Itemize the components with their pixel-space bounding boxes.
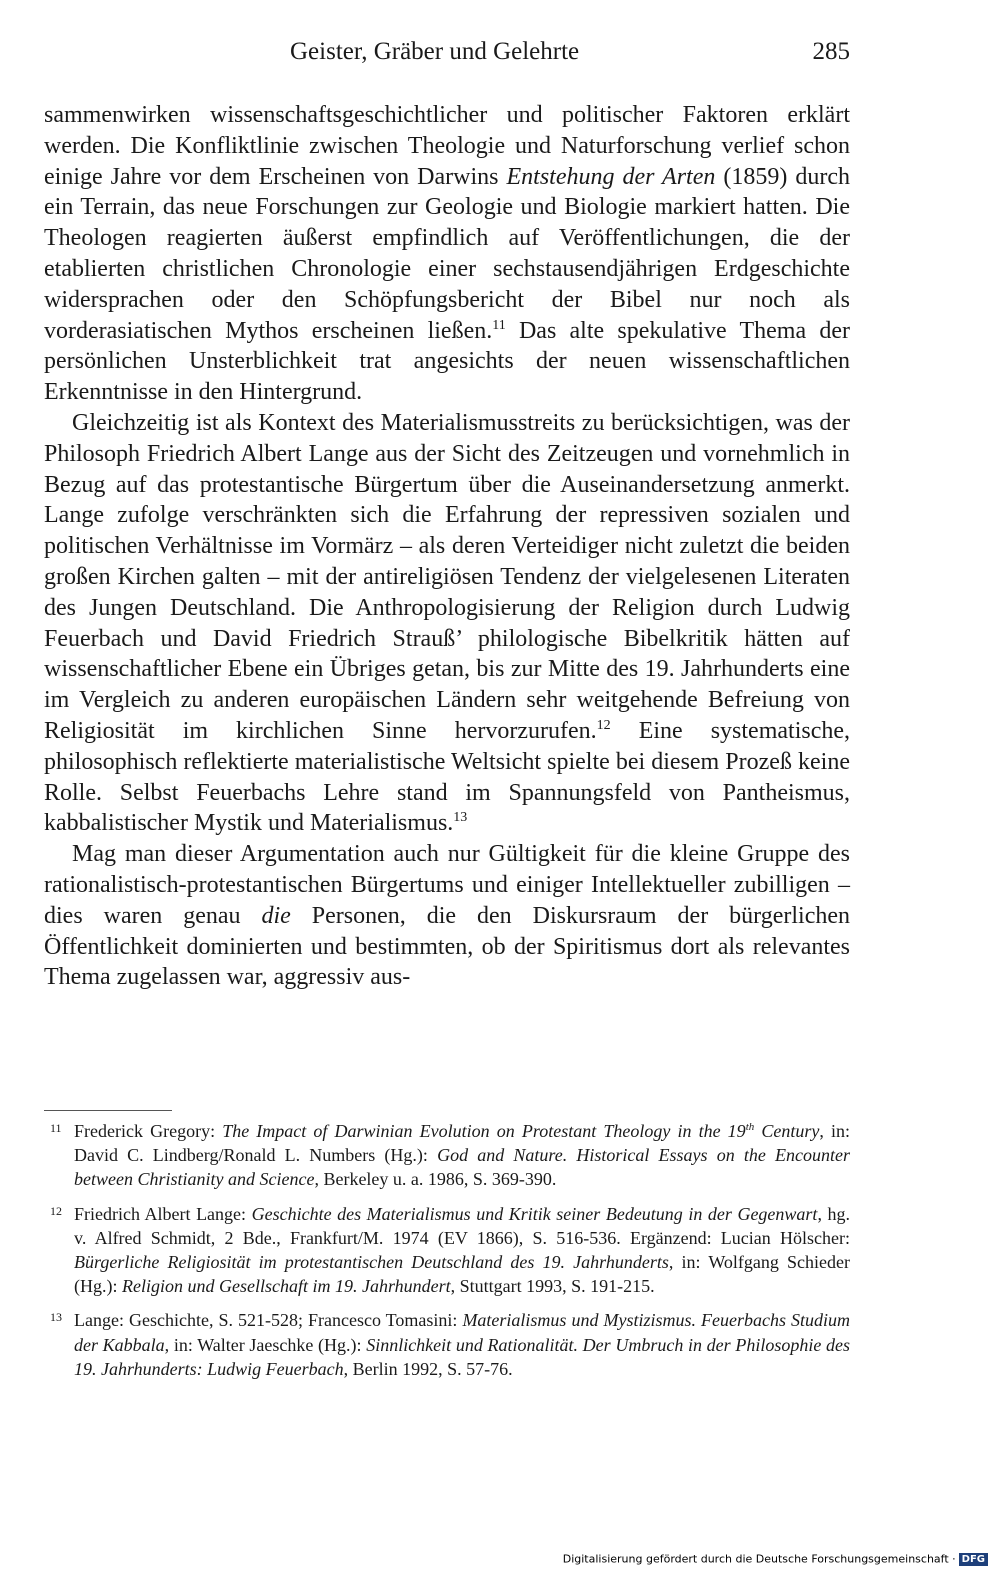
footnote-text: , in: Walter Jaeschke (Hg.): bbox=[164, 1334, 367, 1355]
footnote-13 bbox=[44, 1308, 850, 1381]
p2-text-a: Gleichzeitig ist als Kontext des Materialismusstreits zu berücksichtigen, was der Philosoph Friedrich Albert Lange aus der Sicht des Zeitzeugen und vornehmlich in Bezug auf das protestantische Bürgertum über die Auseinandersetzung anmerkt. Lange zufolge verschränkten sich die Erfahrung der repressiven sozialen und politischen Verhältnisse im Vormärz – als deren Verteidiger nicht zuletzt die beiden großen Kirchen galten – mit der antireligiösen Tendenz der vielgelesenen Literaten des Jungen Deutschland. Die Anthropologisierung der Religion durch Ludwig Feuerbach und David Friedrich Strauß’ philologische Bibelkritik hätten auf wissenschaftlicher Ebene ein Übriges getan, bis zur Mitte des 19. Jahrhunderts eine im Vergleich zu anderen europäischen Ländern sehr weitgehende Befreiung von Religiosität im kirchlichen Sinne hervorzurufen. bbox=[44, 409, 850, 744]
footnote-text: Lange: Geschichte, S. 521-528; Francesco Tomasini: bbox=[74, 1310, 463, 1331]
footnote-italic: Sinnlichkeit und Rationalität. Der Umbruch in der Philosophie des 19. Jahrhunderts: Ludwig Feuerbach bbox=[74, 1334, 850, 1379]
p1-text-d: Das alte spekulative Thema der persönlichen Unsterblichkeit trat angesichts der neuen wissenschaftlichen Erkenntnisse in den Hintergrund. bbox=[44, 317, 850, 406]
footnote-12 bbox=[44, 1202, 850, 1299]
digitization-notice: Digitalisierung gefördert durch die Deutsche Forschungsgemeinschaft · bbox=[562, 1552, 956, 1566]
footnote-italic: Bürgerliche Religiosität im protestantischen Deutschland des 19. Jahrhunderts bbox=[74, 1252, 669, 1273]
footnote-superscript: th bbox=[745, 1121, 755, 1133]
p3-italic-word: die bbox=[261, 902, 291, 929]
footnote-text: Friedrich Albert Lange: bbox=[74, 1203, 252, 1224]
footnote-ref-13[interactable]: 13 bbox=[453, 810, 468, 826]
footnote-text: , in: David C. Lindberg/Ronald L. Numbers (Hg.): bbox=[74, 1121, 850, 1166]
footnote-number: 11 bbox=[50, 1121, 62, 1135]
footnote-ref-11[interactable]: 11 bbox=[492, 317, 506, 333]
main-text bbox=[44, 100, 850, 993]
p2-text-b: Eine systematische, philosophisch reflektierte materialistische Weltsicht spielte bei diesem Prozeß keine Rolle. Selbst Feuerbachs Lehre stand im Spannungsfeld von Pantheismus, kabbalistischer Mystik und Materialismus. bbox=[44, 717, 851, 837]
page-number: 285 bbox=[812, 38, 850, 65]
footnote-text: Frederick Gregory: bbox=[74, 1121, 223, 1141]
footnote-italic: God and Nature. Historical Essays on the Encounter between Christianity and Science bbox=[74, 1145, 850, 1190]
dfg-logo-icon: DFG bbox=[959, 1553, 988, 1566]
p1-text-a: sammenwirken wissenschaftsgeschichtlicher und politischer Faktoren erklärt werden. Die Konfliktlinie zwischen Theologie und Naturforschung verlief schon einige Jahre vor dem Erscheinen von Darwins bbox=[44, 102, 850, 190]
footnote-italic: Century bbox=[754, 1121, 820, 1141]
footnote-italic: The Impact of Darwinian Evolution on Protestant Theology in the 19 bbox=[222, 1121, 746, 1141]
footnote-text: , Berkeley u. a. 1986, S. 369-390. bbox=[314, 1169, 557, 1190]
p1-italic-title: Entstehung der Arten bbox=[506, 163, 716, 190]
p1-text-c: (1859) durch ein Terrain, das neue Forschungen zur Geologie und Biologie markiert hatten. Die Theologen reagierten äußerst empfindlich auf Veröffentlichungen, die der etablierten christlichen Chronologie einer sechstausendjährigen Erdgeschichte widersprachen oder den Schöpfungsbericht der Bibel nur noch als vorderasiatischen Mythos erscheinen ließen. bbox=[44, 163, 850, 344]
footnote-number: 13 bbox=[50, 1310, 62, 1325]
footnote-number: 12 bbox=[50, 1203, 62, 1218]
running-title: Geister, Gräber und Gelehrte bbox=[290, 38, 580, 65]
running-header bbox=[44, 38, 850, 70]
footnote-text: , in: Wolfgang Schieder (Hg.): bbox=[74, 1252, 850, 1297]
footnote-ref-12[interactable]: 12 bbox=[596, 717, 611, 733]
footnote-italic: Materialismus und Mystizismus. Feuerbachs Studium der Kabbala bbox=[74, 1310, 850, 1355]
footnote-italic: Religion und Gesellschaft im 19. Jahrhundert bbox=[122, 1276, 451, 1297]
footnote-italic: Geschichte des Materialismus und Kritik seiner Bedeutung in der Gegenwart bbox=[251, 1203, 818, 1224]
footnote-separator bbox=[44, 1110, 172, 1111]
footnote-text: , Stuttgart 1993, S. 191-215. bbox=[450, 1276, 655, 1297]
footnote-11 bbox=[44, 1119, 850, 1192]
p3-text-a: Mag man dieser Argumentation auch nur Gültigkeit für die kleine Gruppe des rationalistisch-protestantischen Bürgertums und einiger Intellektueller zubilligen – dies waren genau bbox=[44, 841, 850, 929]
footnote-text: , hg. v. Alfred Schmidt, 2 Bde., Frankfurt/M. 1974 (EV 1866), S. 516-536. Ergänzend: Lucian Hölscher: bbox=[74, 1203, 850, 1248]
paragraph-1 bbox=[44, 100, 850, 408]
paragraph-3 bbox=[44, 839, 850, 993]
p3-text-c: Personen, die den Diskursraum der bürgerlichen Öffentlichkeit dominierten und bestimmten, ob der Spiritismus dort als relevantes Thema zugelassen war, aggressiv aus- bbox=[44, 902, 851, 991]
digitization-footer bbox=[488, 1552, 988, 1574]
paragraph-2 bbox=[44, 408, 850, 839]
footnote-text: , Berlin 1992, S. 57-76. bbox=[343, 1358, 513, 1379]
footnotes bbox=[44, 1119, 850, 1391]
